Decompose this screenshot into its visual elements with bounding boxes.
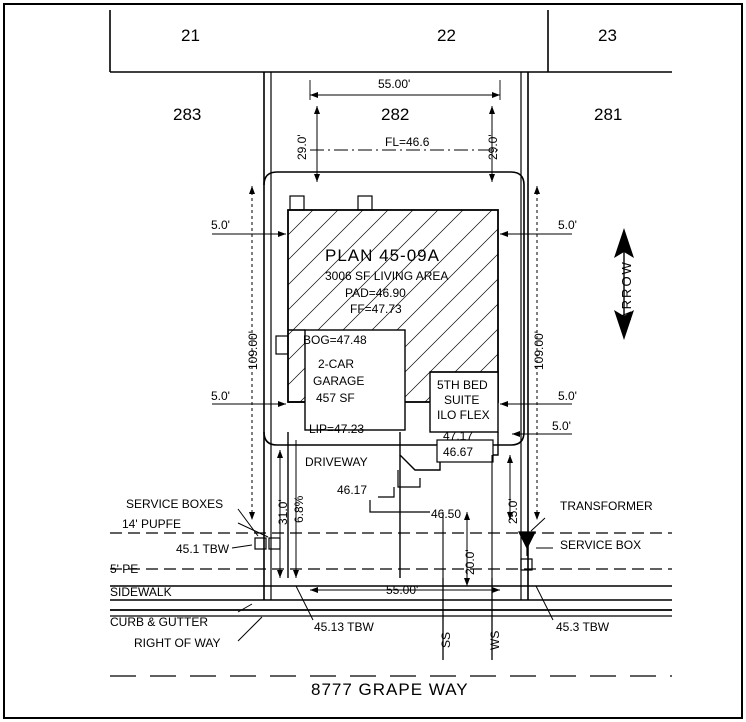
- elevation-47-17: 47.17: [443, 429, 474, 443]
- dimension-depth-left: 109.00': [246, 331, 260, 370]
- dimension-driveway-length: 31.0': [276, 499, 290, 525]
- garage-label-line3: 457 SF: [316, 391, 355, 405]
- ws-label: WS: [488, 630, 502, 650]
- transformer-label: TRANSFORMER: [560, 499, 653, 513]
- elevation-lip: LIP=47.23: [309, 422, 365, 436]
- elevation-bog: BOG=47.48: [303, 333, 367, 347]
- right-of-way-label: RIGHT OF WAY: [134, 636, 221, 650]
- elevation-fl: FL=46.6: [385, 135, 430, 149]
- dimension-width-top: 55.00': [378, 77, 411, 91]
- north-arrow-label: ARROW: [619, 260, 634, 320]
- service-box-label: SERVICE BOX: [560, 538, 642, 552]
- fifth-bed-line1: 5TH BED: [437, 378, 488, 392]
- elevation-46-17: 46.17: [337, 483, 368, 497]
- parcel-number-281: 281: [594, 105, 623, 124]
- garage-label-line1: 2-CAR: [318, 357, 355, 371]
- tbw-45-13-label: 45.13 TBW: [314, 620, 374, 634]
- driveway-label: DRIVEWAY: [305, 455, 368, 469]
- fifth-bed-line2: SUITE: [444, 393, 480, 407]
- dimension-setback-right-mid: 5.0': [558, 389, 577, 403]
- lot-number-21: 21: [181, 26, 200, 45]
- service-boxes-label: SERVICE BOXES: [126, 497, 224, 511]
- tbw-45-3-label: 45.3 TBW: [556, 620, 610, 634]
- dimension-front-left: 29.0': [295, 134, 309, 160]
- plan-name: PLAN 45-09A: [325, 246, 440, 265]
- pupfe-label: 14' PUPFE: [122, 517, 181, 531]
- pe-label: 5' PE: [110, 562, 139, 576]
- sidewalk-label: SIDEWALK: [110, 585, 172, 599]
- dimension-width-bottom: 55.00': [386, 583, 419, 597]
- dimension-front-right: 29.0': [486, 134, 500, 160]
- plan-pad-elevation: PAD=46.90: [345, 286, 406, 300]
- dimension-ws-length: 25.0': [506, 498, 520, 524]
- ss-label: SS: [439, 631, 453, 648]
- fifth-bed-line3: ILO FLEX: [437, 408, 490, 422]
- curb-gutter-label: CURB & GUTTER: [110, 615, 209, 629]
- dimension-ss-length: 20.0': [463, 549, 477, 575]
- elevation-46-50: 46.50: [431, 507, 462, 521]
- plan-living-area: 3006 SF LIVING AREA: [325, 269, 449, 283]
- lot-number-22: 22: [437, 26, 456, 45]
- dimension-setback-right-low: 5.0': [552, 419, 571, 433]
- dimension-depth-right: 109.00': [532, 331, 546, 370]
- parcel-number-283: 283: [173, 105, 202, 124]
- lot-number-23: 23: [598, 26, 617, 45]
- parcel-number-282: 282: [381, 105, 410, 124]
- plan-ff-elevation: FF=47.73: [350, 302, 402, 316]
- tbw-45-1-label: 45.1 TBW: [176, 542, 230, 556]
- dimension-driveway-slope: 6.8%: [292, 495, 306, 523]
- dimension-setback-left-top: 5.0': [211, 218, 230, 232]
- elevation-46-67: 46.67: [443, 445, 474, 459]
- dimension-setback-right-top: 5.0': [558, 218, 577, 232]
- garage-label-line2: GARAGE: [313, 374, 365, 388]
- street-name-title: 8777 GRAPE WAY: [311, 680, 469, 699]
- dimension-setback-left-mid: 5.0': [211, 389, 230, 403]
